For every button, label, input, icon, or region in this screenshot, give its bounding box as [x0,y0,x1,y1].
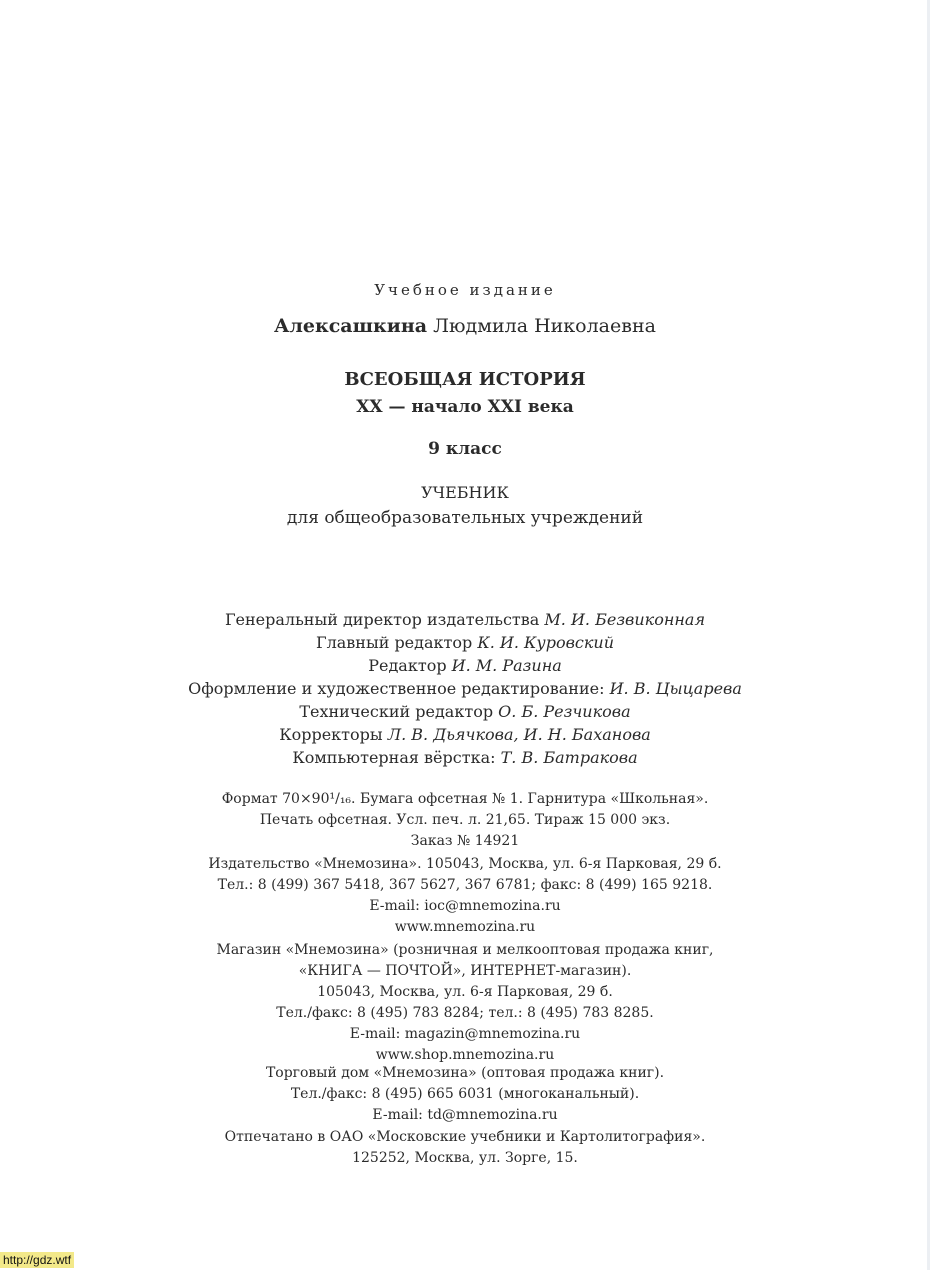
credit-line [0,679,930,698]
credit-name: Т. В. Батракова [500,748,638,767]
imprint-line: «КНИГА — ПОЧТОЙ», ИНТЕРНЕТ-магазин). [298,963,632,979]
author-name: Людмила Николаевна [433,315,656,337]
credit-role: Корректоры [279,725,383,744]
audience: для общеобразовательных учреждений [286,508,644,528]
grade: 9 класс [428,439,502,459]
credit-name: И. М. Разина [451,656,562,675]
credit-name: М. И. Безвиконная [544,610,706,629]
imprint-line: E-mail: magazin@mnemozina.ru [349,1026,581,1042]
credit-line [0,610,930,629]
author [0,315,930,337]
credit-role: Компьютерная вёрстка: [292,748,496,767]
imprint-line: Отпечатано в ОАО «Московские учебники и Картолитография». [224,1129,706,1145]
imprint-line: 105043, Москва, ул. 6-я Парковая, 29 б. [317,984,613,1000]
credit-line [0,748,930,767]
book-subtitle: XX — начало XXI века [356,397,574,417]
credit-role: Оформление и художественное редактирование: [188,679,605,698]
credit-line [0,725,930,744]
credit-role: Редактор [368,656,447,675]
credit-role: Технический редактор [299,702,494,721]
credit-name: О. Б. Резчикова [498,702,631,721]
imprint-line: www.shop.mnemozina.ru [375,1047,555,1063]
imprint-line: Тел./факс: 8 (495) 665 6031 (многоканальный). [290,1086,640,1102]
imprint-line: Торговый дом «Мнемозина» (оптовая продажа книг). [265,1065,665,1081]
watermark-link[interactable]: http://gdz.wtf [0,1252,74,1268]
credit-name: К. И. Куровский [477,633,615,652]
credit-name: И. В. Цыцарева [609,679,742,698]
credit-name: Л. В. Дьячкова, И. Н. Баханова [387,725,651,744]
imprint-line: E-mail: ioc@mnemozina.ru [369,898,561,914]
credit-role: Генеральный директор издательства [224,610,540,629]
imprint-line: Тел.: 8 (499) 367 5418, 367 5627, 367 6781; факс: 8 (499) 165 9218. [217,877,713,893]
imprint-line: Печать офсетная. Усл. печ. л. 21,65. Тираж 15 000 экз. [259,812,671,828]
imprint-line: Тел./факс: 8 (495) 783 8284; тел.: 8 (495) 783 8285. [276,1005,654,1021]
imprint-line: 125252, Москва, ул. Зорге, 15. [352,1150,578,1166]
imprint-line: Заказ № 14921 [410,833,520,849]
credit-role: Главный редактор [315,633,473,652]
credit-line [0,633,930,652]
credit-line [0,656,930,675]
book-type: УЧЕБНИК [421,483,509,502]
imprint-line: Магазин «Мнемозина» (розничная и мелкооптовая продажа книг, [216,942,714,958]
edition-type: Учебное издание [374,281,556,299]
credit-line [0,702,930,721]
imprint-line: Формат 70×90¹/₁₆. Бумага офсетная № 1. Гарнитура «Школьная». [221,791,709,807]
imprint-line: Издательство «Мнемозина». 105043, Москва, ул. 6-я Парковая, 29 б. [208,856,722,872]
imprint-line: E-mail: td@mnemozina.ru [372,1107,558,1123]
imprint-line: www.mnemozina.ru [394,919,536,935]
author-surname: Алексашкина [274,315,428,337]
book-title: ВСЕОБЩАЯ ИСТОРИЯ [344,369,586,390]
